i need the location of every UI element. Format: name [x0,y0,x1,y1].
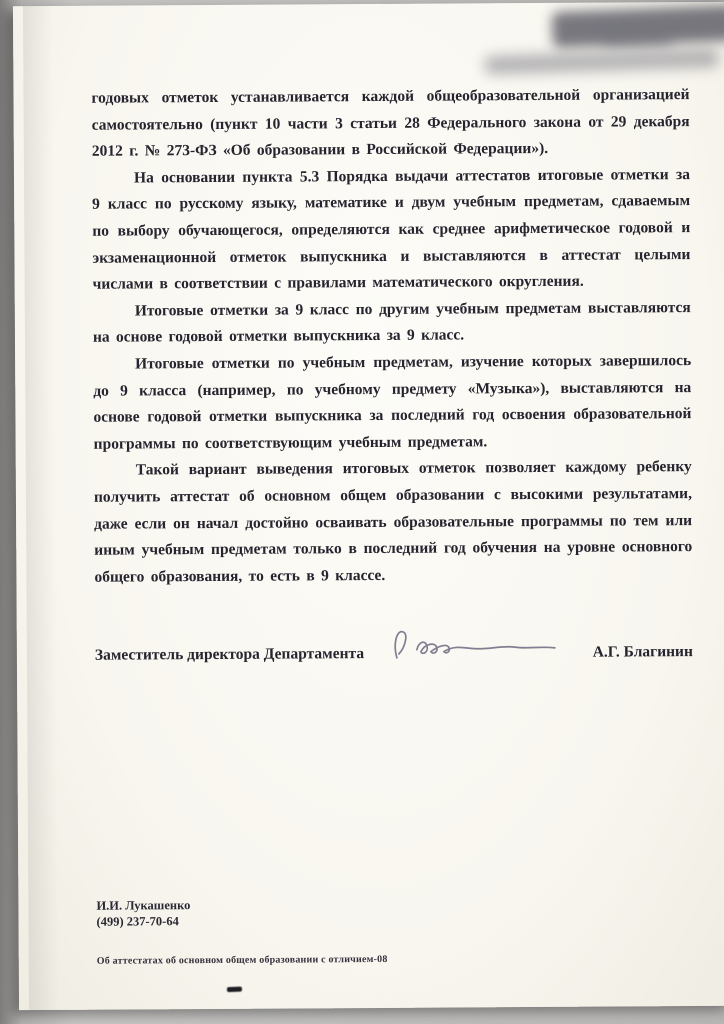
signatory-title: Заместитель директора Департамента [94,645,365,664]
paragraph: годовых отметок устанавливается каждой общеобразовательной организацией самостоятельно (пункт 10 части 3 статьи 28 Федерального закона от 29 декабря 2012 г. № 273-ФЗ «Об образовании в Российской Федерации»). [91,86,690,160]
paragraph: Итоговые отметки по учебным предметам, изучение которых завершилось до 9 класса (например, по учебному предмету «Музыка»), выставляются на основе годовой отметки выпускника за последний год освоения образовательной программы по соответствующим учебным предметам. [93,351,692,453]
paragraph: Такой вариант выведения итоговых отметок позволяет каждому ребенку получить аттестат об основном общем образовании с высокими результатами, даже если он начал достойно осваивать образовательные программы по тем или иным учебным предметам только в последний год обучения на уровне основного общего образования, то есть в 9 классе. [93,458,693,586]
executor-contact [96,898,190,930]
handwritten-signature [383,623,573,668]
signature-block [95,630,693,678]
scan-mark-bottom [227,987,242,993]
reference-line: Об аттестатах об основном общем образовании с отличием-08 [96,953,388,967]
paragraph: Итоговые отметки за 9 класс по другим учебным предметам выставляются на основе годовой отметки выпускника за 9 класс. [92,298,691,347]
signatory-name: А.Г. Благинин [592,643,693,661]
paragraph: На основании пункта 5.3 Порядка выдачи аттестатов итоговые отметки за 9 класс по русскому языку, математике и двум учебным предметам, сдаваемым по выбору обучающегося, определяются как среднее арифметическое годовой и экзаменационной отметок выпускника и выставляются в аттестат целыми числами в соответствии с правилами математического округления. [92,165,691,293]
executor-phone: (499) 237-70-64 [96,913,179,929]
scan-artifact-top-right [551,5,724,49]
scan-artifact-smudge-small [602,32,672,46]
document-body [91,82,692,591]
scan-artifact-smudge [484,49,719,75]
paper-sheet [13,2,724,1010]
executor-name: И.И. Лукашенко [96,898,191,913]
